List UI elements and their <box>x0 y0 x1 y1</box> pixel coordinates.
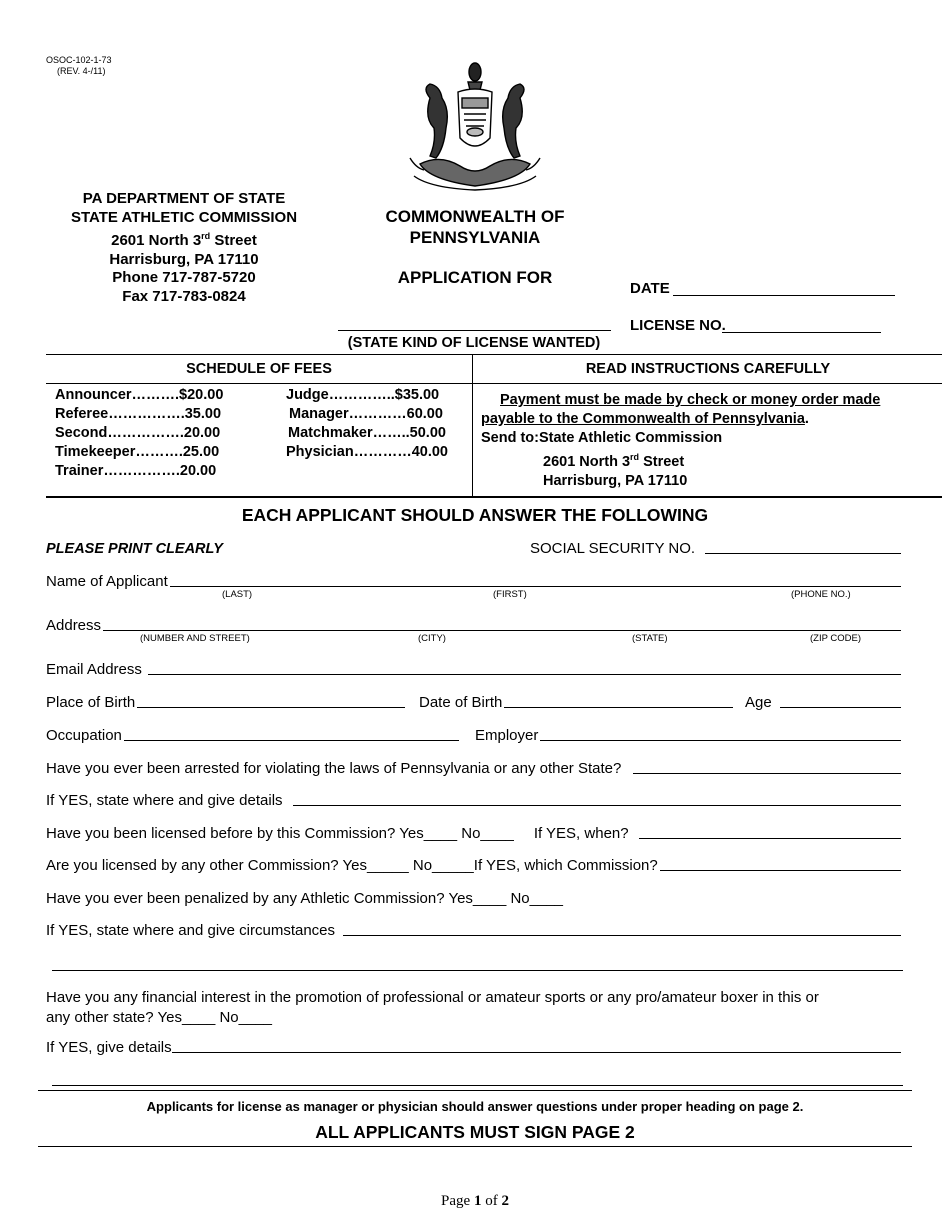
department-name: PA DEPARTMENT OF STATE <box>82 190 286 207</box>
employer-input-line[interactable] <box>540 739 901 741</box>
ssn-input-line[interactable] <box>705 552 901 554</box>
applicant-name-field[interactable] <box>46 573 903 590</box>
instruction-line-5: Harrisburg, PA 17110 <box>543 472 688 489</box>
other-commission-label: Are you licensed by any other Commission? Yes_____ No_____If YES, which Commission? <box>46 857 658 874</box>
date-of-birth-input-line[interactable] <box>504 706 733 708</box>
arrested-details-field[interactable] <box>46 792 903 809</box>
instruction-line-2: payable to the Commonwealth of Pennsylvania. <box>481 411 809 427</box>
employer-label: Employer <box>475 727 539 744</box>
penalized-details-extra-line[interactable] <box>52 970 903 971</box>
applicant-name-input-line[interactable] <box>170 585 901 587</box>
department-street: 2601 North 3rd Street <box>111 231 257 249</box>
address-sub-street: (NUMBER AND STREET) <box>140 633 250 644</box>
manager-physician-note: Applicants for license as manager or physician should answer questions under proper heading on page 2. <box>146 1099 804 1114</box>
license-number-label: LICENSE NO. <box>630 317 726 334</box>
department-city: Harrisburg, PA 17110 <box>109 250 259 268</box>
financial-details-label: If YES, give details <box>46 1039 172 1056</box>
address-sub-state: (STATE) <box>632 633 668 644</box>
date-label: DATE <box>630 280 670 297</box>
print-clearly-note: PLEASE PRINT CLEARLY <box>46 541 223 557</box>
financial-details-extra-line[interactable] <box>52 1085 903 1086</box>
application-for-heading: APPLICATION FOR <box>397 268 553 287</box>
page-number: Page 1 of 2 <box>441 1193 509 1209</box>
fee-item: Judge…………..$35.00 <box>286 387 440 403</box>
email-input-line[interactable] <box>148 673 901 675</box>
penalized-details-input-line[interactable] <box>343 934 901 936</box>
fee-item: Manager…………60.00 <box>289 406 443 422</box>
date-of-birth-field[interactable] <box>419 694 735 711</box>
fee-item: Timekeeper……….25.00 <box>55 444 220 460</box>
department-phone: Phone 717-787-5720 <box>112 269 256 286</box>
form-number: OSOC-102-1-73 <box>46 55 112 65</box>
sign-page-2-notice: ALL APPLICANTS MUST SIGN PAGE 2 <box>315 1122 635 1142</box>
date-field[interactable] <box>630 280 670 297</box>
employer-field[interactable] <box>475 727 903 744</box>
arrested-question[interactable] <box>46 760 903 777</box>
section-heading: EACH APPLICANT SHOULD ANSWER THE FOLLOWING <box>241 505 709 525</box>
schedule-of-fees-heading: SCHEDULE OF FEES <box>186 361 332 377</box>
licensed-before-question[interactable] <box>46 825 903 842</box>
footer-bottom-rule <box>38 1146 912 1147</box>
licensed-when-label: If YES, when? <box>533 825 629 842</box>
footer-top-rule <box>38 1090 912 1091</box>
instruction-line-4: 2601 North 3rd Street <box>543 452 685 470</box>
ssn-label: SOCIAL SECURITY NO. <box>530 540 696 557</box>
age-label: Age <box>745 694 772 711</box>
penalized-details-label: If YES, state where and give circumstances <box>46 922 336 939</box>
date-of-birth-label: Date of Birth <box>419 694 503 711</box>
other-commission-input-line[interactable] <box>660 869 901 871</box>
financial-details-input-line[interactable] <box>172 1051 901 1053</box>
fee-item: Announcer……….$20.00 <box>55 387 224 403</box>
instruction-line-3: Send to:State Athletic Commission <box>481 430 723 446</box>
name-sub-phone: (PHONE NO.) <box>791 589 851 600</box>
form-revision: (REV. 4-/11) <box>57 66 106 76</box>
other-commission-question[interactable] <box>46 857 903 874</box>
title-line-2: PENNSYLVANIA <box>409 228 541 247</box>
licensed-before-label: Have you been licensed before by this Commission? Yes____ No____ <box>46 825 514 842</box>
page-title <box>355 206 595 248</box>
penalized-details-field[interactable] <box>46 922 903 939</box>
department-fax: Fax 717-783-0824 <box>122 287 246 305</box>
department-address <box>46 190 322 306</box>
arrested-details-input-line[interactable] <box>293 804 901 806</box>
fee-item: Second…………….20.00 <box>55 425 221 441</box>
email-field[interactable] <box>46 661 903 678</box>
arrested-input-line[interactable] <box>633 772 901 774</box>
occupation-field[interactable] <box>46 727 461 744</box>
place-of-birth-label: Place of Birth <box>46 694 136 711</box>
age-input-line[interactable] <box>780 706 901 708</box>
financial-details-field[interactable] <box>46 1039 903 1056</box>
license-kind-label: (STATE KIND OF LICENSE WANTED) <box>347 335 601 351</box>
address-field[interactable] <box>46 617 903 634</box>
address-sub-zip: (ZIP CODE) <box>810 633 862 644</box>
fees-left-column <box>55 386 223 481</box>
licensed-when-input-line[interactable] <box>639 837 901 839</box>
email-label: Email Address <box>46 661 142 678</box>
form-code <box>46 55 112 77</box>
date-input-line[interactable] <box>673 295 895 296</box>
read-instructions-heading: READ INSTRUCTIONS CAREFULLY <box>585 361 831 377</box>
title-line-1: COMMONWEALTH OF <box>385 207 565 226</box>
arrested-details-label: If YES, state where and give details <box>46 792 283 809</box>
fees-right-column <box>286 386 448 462</box>
fee-item: Physician…………40.00 <box>286 444 448 460</box>
financial-line-1: Have you any financial interest in the promotion of professional or amateur sports or any pro/amateur boxer in this or <box>46 989 819 1006</box>
occupation-label: Occupation <box>46 727 122 744</box>
age-field[interactable] <box>745 694 903 711</box>
address-sub-city: (CITY) <box>418 633 446 644</box>
occupation-input-line[interactable] <box>124 739 459 741</box>
address-input-line[interactable] <box>103 629 901 631</box>
applicant-name-label: Name of Applicant <box>46 573 168 590</box>
fee-item: Matchmaker……..50.00 <box>288 425 446 441</box>
instruction-line-1: Payment must be made by check or money order made <box>500 392 881 408</box>
place-of-birth-input-line[interactable] <box>137 706 405 708</box>
payment-instructions <box>481 391 880 491</box>
box-bottom-rule <box>46 496 942 498</box>
financial-interest-question[interactable] <box>46 988 906 1028</box>
box-top-rule <box>46 354 942 355</box>
fee-item: Referee…………….35.00 <box>55 406 222 422</box>
financial-line-2: any other state? Yes____ No____ <box>46 1009 273 1026</box>
name-sub-last: (LAST) <box>222 589 253 600</box>
pennsylvania-seal-icon <box>400 58 550 194</box>
license-number-field[interactable] <box>630 317 726 334</box>
penalized-question[interactable] <box>46 890 563 907</box>
penalized-label: Have you ever been penalized by any Athletic Commission? Yes____ No____ <box>46 890 564 907</box>
license-kind-input-line[interactable] <box>338 330 611 331</box>
license-number-input-line[interactable] <box>722 332 881 333</box>
box-header-rule <box>46 383 942 384</box>
commission-name: STATE ATHLETIC COMMISSION <box>70 208 298 226</box>
arrested-label: Have you ever been arrested for violating the laws of Pennsylvania or any other State? <box>46 760 622 777</box>
ssn-field[interactable] <box>530 540 903 557</box>
place-of-birth-field[interactable] <box>46 694 407 711</box>
name-sub-first: (FIRST) <box>493 589 527 600</box>
address-label: Address <box>46 617 102 634</box>
fee-item: Trainer…………….20.00 <box>55 463 217 479</box>
